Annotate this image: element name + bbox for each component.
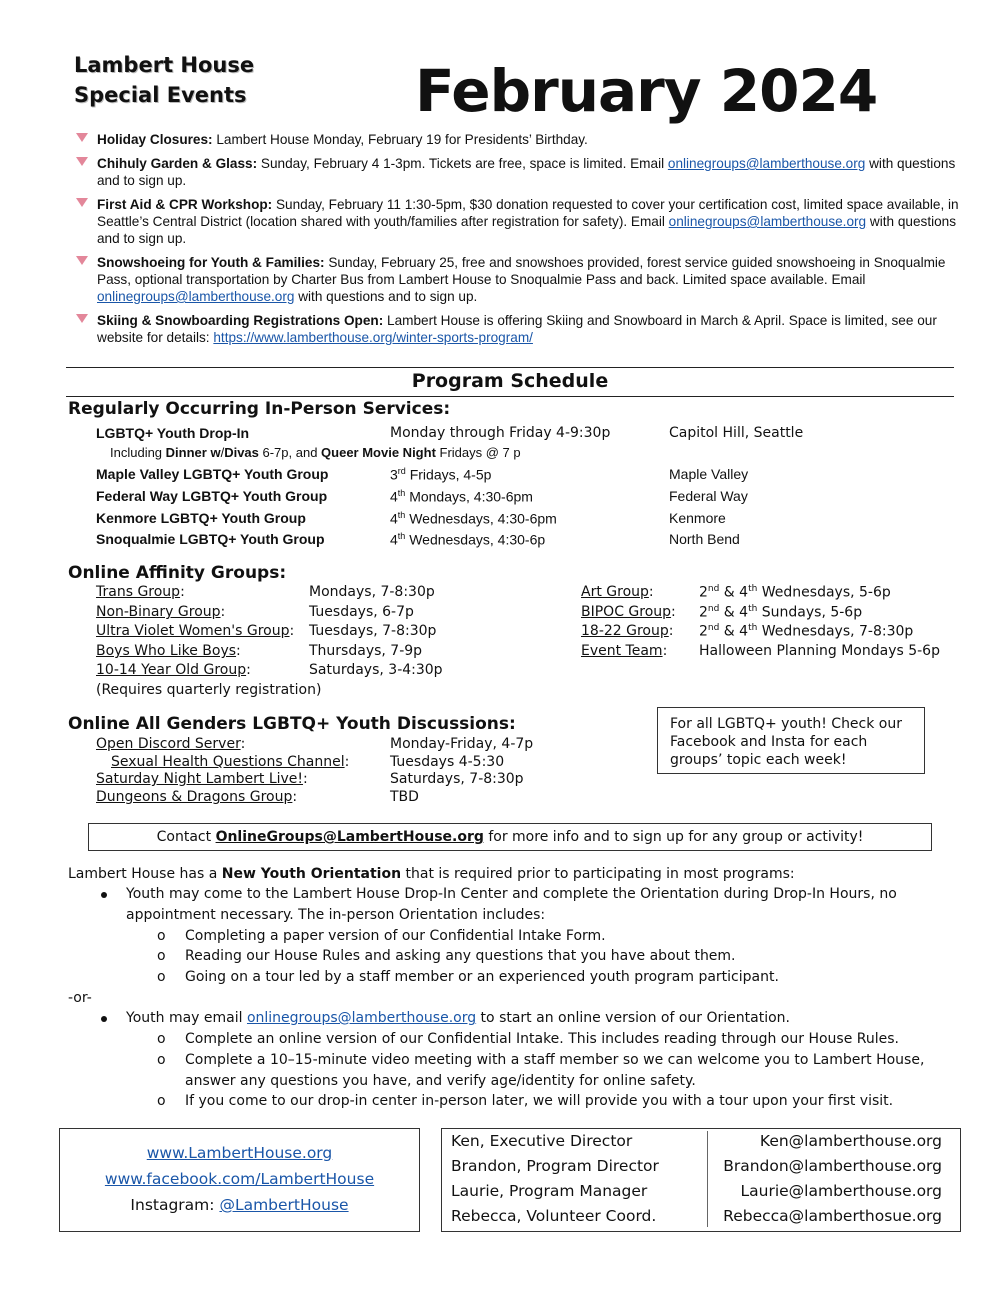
- group-time: [390, 488, 533, 505]
- group-place: Kenmore: [669, 510, 726, 526]
- website-link[interactable]: www.LambertHouse.org: [146, 1144, 333, 1162]
- ordinal: th: [397, 531, 406, 541]
- sub-marker: o: [157, 1052, 166, 1068]
- ordinal: th: [397, 488, 406, 498]
- ordinal: nd: [707, 623, 720, 633]
- intro-bold: New Youth Orientation: [221, 866, 402, 882]
- sub-marker: o: [157, 948, 166, 964]
- bullet-icon: [101, 892, 107, 898]
- divider: [66, 367, 954, 368]
- note-bold: Dinner w: [165, 445, 221, 460]
- note-text: Fridays @ 7 p: [435, 445, 521, 460]
- sub-item: Reading our House Rules and asking any questions that you have about them.: [185, 948, 736, 964]
- discussion-row: Sexual Health Questions Channel:: [111, 754, 350, 770]
- affinity-time: [699, 623, 913, 640]
- event-tail: with questions and to sign up.: [97, 214, 957, 246]
- social-links-box: [59, 1128, 420, 1232]
- day-num: 4: [390, 488, 398, 505]
- time-text: Wednesdays, 4:30-6p: [405, 531, 546, 548]
- page-title: February 2024: [415, 57, 878, 125]
- affinity-time: Tuesdays, 6-7p: [309, 604, 414, 620]
- contact-text: for more info and to sign up for any group or activity!: [483, 829, 864, 845]
- dropin-name: LGBTQ+ Youth Drop-In: [96, 425, 250, 441]
- discussion-name[interactable]: Open Discord Server: [96, 736, 241, 752]
- group-time: [390, 531, 545, 548]
- time-text: & 4: [719, 604, 749, 621]
- dropin-note: [110, 445, 521, 460]
- affinity-time: Thursdays, 7-9p: [309, 643, 423, 659]
- affinity-name[interactable]: Trans Group: [96, 584, 181, 600]
- brand-title: [74, 50, 254, 110]
- staff-email[interactable]: Laurie@lamberthouse.org: [740, 1182, 942, 1200]
- orientation-bullet: Youth may come to the Lambert House Drop-In Center and complete the Orientation during Drop-In Hours, no appointment necessary. The in-person Orientation includes:: [126, 886, 897, 923]
- affinity-row: Boys Who Like Boys:: [96, 643, 241, 659]
- group-place: North Bend: [669, 531, 740, 547]
- note-text: 6-7p, and: [258, 445, 322, 460]
- instagram-link[interactable]: @LambertHouse: [219, 1196, 349, 1214]
- affinity-time: [699, 584, 891, 601]
- affinity-name[interactable]: Boys Who Like Boys: [96, 643, 237, 659]
- discussion-row: Open Discord Server:: [96, 736, 246, 752]
- bullet-text: to start an online version of our Orientation.: [476, 1010, 790, 1026]
- contact-email-link[interactable]: OnlineGroups@LambertHouse.org: [215, 829, 484, 845]
- discussions-heading: Online All Genders LGBTQ+ Youth Discussions:: [68, 714, 516, 734]
- event-email-link[interactable]: onlinegroups@lamberthouse.org: [668, 214, 867, 229]
- event-item: [76, 254, 966, 305]
- staff-email[interactable]: Brandon@lamberthouse.org: [723, 1157, 942, 1175]
- contact-text: Contact: [156, 829, 216, 845]
- day-num: 3: [390, 466, 398, 483]
- day-num: 2: [699, 584, 708, 601]
- affinity-row: Trans Group:: [96, 584, 185, 600]
- ordinal: nd: [707, 604, 720, 614]
- group-name: Snoqualmie LGBTQ+ Youth Group: [96, 531, 325, 547]
- group-place: Maple Valley: [669, 466, 749, 482]
- staff-role: Ken, Executive Director: [451, 1132, 633, 1150]
- event-email-link[interactable]: onlinegroups@lamberthouse.org: [97, 289, 295, 304]
- triangle-bullet-icon: [76, 133, 88, 142]
- affinity-row: BIPOC Group:: [581, 604, 676, 620]
- staff-email[interactable]: Rebecca@lamberthosue.org: [723, 1207, 942, 1225]
- time-text: Wednesdays, 7-8:30p: [757, 623, 914, 640]
- staff-role: Laurie, Program Manager: [451, 1182, 648, 1200]
- event-text: Sunday, February 4 1-3pm. Tickets are free, space is limited. Email: [257, 156, 668, 171]
- sub-marker: o: [157, 1031, 166, 1047]
- group-time: [390, 510, 557, 527]
- program-schedule-title: Program Schedule: [411, 370, 609, 392]
- bullet-text: Youth may email: [126, 1010, 247, 1026]
- affinity-heading: Online Affinity Groups:: [68, 563, 287, 583]
- affinity-name[interactable]: 18-22 Group: [581, 623, 669, 639]
- triangle-bullet-icon: [76, 157, 88, 166]
- discussion-name[interactable]: Saturday Night Lambert Live!: [96, 771, 304, 787]
- affinity-row: Event Team:: [581, 643, 668, 659]
- orientation-bullet: [126, 1008, 790, 1029]
- sub-marker: o: [157, 969, 166, 985]
- time-text: Wednesdays, 5-6p: [757, 584, 891, 601]
- discussion-time: Monday-Friday, 4-7p: [390, 736, 534, 752]
- group-time: [390, 466, 491, 483]
- callout-box: For all LGBTQ+ youth! Check our Facebook and Insta for each groups’ topic each week!: [657, 707, 925, 774]
- event-tail: with questions and to sign up.: [294, 289, 478, 304]
- special-events-list: [76, 131, 966, 353]
- event-title: First Aid & CPR Workshop:: [97, 197, 273, 212]
- facebook-link[interactable]: www.facebook.com/LambertHouse: [104, 1170, 375, 1188]
- divider: [66, 396, 954, 397]
- time-text: Wednesdays, 4:30-6pm: [405, 510, 557, 527]
- affinity-time: Tuesdays, 7-8:30p: [309, 623, 437, 639]
- time-text: & 4: [719, 584, 749, 601]
- affinity-name[interactable]: BIPOC Group: [581, 604, 672, 620]
- group-name: Maple Valley LGBTQ+ Youth Group: [96, 466, 329, 482]
- affinity-time: Mondays, 7-8:30p: [309, 584, 435, 600]
- ordinal: th: [748, 584, 758, 594]
- ordinal: rd: [397, 466, 406, 476]
- event-item: [76, 131, 966, 148]
- sub-item: Going on a tour led by a staff member or an experienced youth program participant.: [185, 969, 779, 985]
- orientation-intro: [68, 864, 958, 885]
- event-title: Skiing & Snowboarding Registrations Open:: [97, 313, 384, 328]
- affinity-note: (Requires quarterly registration): [96, 682, 322, 698]
- ordinal: nd: [707, 584, 720, 594]
- note-text: /: [220, 445, 225, 460]
- day-num: 4: [390, 510, 398, 527]
- discussion-time: Saturdays, 7-8:30p: [390, 771, 524, 787]
- staff-contacts-box: [441, 1128, 961, 1232]
- discussion-name[interactable]: Dungeons & Dragons Group: [96, 789, 293, 805]
- triangle-bullet-icon: [76, 198, 88, 207]
- triangle-bullet-icon: [76, 314, 88, 323]
- affinity-row: Art Group:: [581, 584, 654, 600]
- contact-box: [88, 823, 932, 851]
- affinity-row: 10-14 Year Old Group:: [96, 662, 251, 678]
- dropin-time: Monday through Friday 4-9:30p: [390, 425, 611, 441]
- event-text: Lambert House is offering Skiing and Snowboard in March & April. Space is limited, see our website for details:: [97, 313, 937, 345]
- affinity-name[interactable]: Art Group: [581, 584, 649, 600]
- time-text: & 4: [719, 623, 749, 640]
- sub-item: Complete a 10–15-minute video meeting with a staff member so we can welcome you to Lambert House, answer any questions you have, and verify age/identity for online safety.: [185, 1052, 925, 1089]
- group-name: Federal Way LGBTQ+ Youth Group: [96, 488, 328, 504]
- event-email-link[interactable]: onlinegroups@lamberthouse.org: [667, 156, 866, 171]
- discussion-row: Saturday Night Lambert Live!:: [96, 771, 308, 787]
- triangle-bullet-icon: [76, 256, 88, 265]
- affinity-row: Non-Binary Group:: [96, 604, 226, 620]
- ordinal: th: [748, 623, 758, 633]
- day-num: 4: [390, 531, 398, 548]
- time-text: Sundays, 5-6p: [757, 604, 863, 621]
- in-person-heading: Regularly Occurring In-Person Services:: [68, 399, 451, 419]
- staff-email[interactable]: Ken@lamberthouse.org: [759, 1132, 942, 1150]
- affinity-name[interactable]: Non-Binary Group: [96, 604, 221, 620]
- orientation-email-link[interactable]: onlinegroups@lamberthouse.org: [246, 1010, 477, 1026]
- affinity-name[interactable]: Event Team: [581, 643, 663, 659]
- intro-text: Lambert House has a: [68, 866, 222, 882]
- discussion-time: TBD: [390, 789, 419, 805]
- staff-role: Brandon, Program Director: [451, 1157, 659, 1175]
- brand-line-1: Lambert House: [74, 53, 255, 77]
- affinity-time: [699, 604, 862, 621]
- event-item: [76, 196, 966, 247]
- affinity-row: Ultra Violet Women's Group:: [96, 623, 295, 639]
- affinity-time: Saturdays, 3-4:30p: [309, 662, 443, 678]
- sub-item: If you come to our drop-in center in-person later, we will provide you with a tour upon your first visit.: [185, 1093, 894, 1109]
- affinity-time: Halloween Planning Mondays 5-6p: [699, 643, 940, 659]
- affinity-name[interactable]: Ultra Violet Women's Group: [96, 623, 290, 639]
- sub-marker: o: [157, 928, 166, 944]
- instagram-label: Instagram:: [130, 1196, 220, 1214]
- note-bold: Queer Movie Night: [321, 445, 436, 460]
- day-num: 2: [699, 623, 708, 640]
- sub-item: Complete an online version of our Confidential Intake. This includes reading through our House Rules.: [185, 1031, 899, 1047]
- time-text: Fridays, 4-5p: [405, 466, 492, 483]
- affinity-row: 18-22 Group:: [581, 623, 674, 639]
- ordinal: th: [397, 510, 406, 520]
- group-name: Kenmore LGBTQ+ Youth Group: [96, 510, 306, 526]
- event-title: Snowshoeing for Youth & Families:: [97, 255, 325, 270]
- note-text: Including: [110, 445, 166, 460]
- event-text: Sunday, February 11 1:30-5pm, $30 donation requested to cover your certification cost, limited space available, in Seattle’s Central District (location shared with youth/families after registration for safety). Email: [97, 197, 959, 229]
- time-text: Mondays, 4:30-6pm: [405, 488, 533, 505]
- intro-text: that is required prior to participating in most programs:: [401, 866, 795, 882]
- discussion-time: Tuesdays 4-5:30: [390, 754, 505, 770]
- event-title: Chihuly Garden & Glass:: [97, 156, 258, 171]
- brand-line-2: Special Events: [74, 83, 247, 107]
- dropin-place: Capitol Hill, Seattle: [669, 425, 804, 441]
- event-title: Holiday Closures:: [97, 132, 213, 147]
- or-label: -or-: [68, 990, 92, 1006]
- column-divider: [707, 1131, 708, 1227]
- note-bold: Divas: [224, 445, 259, 460]
- event-item: [76, 155, 966, 189]
- staff-role: Rebecca, Volunteer Coord.: [451, 1207, 657, 1225]
- sub-item: Completing a paper version of our Confidential Intake Form.: [185, 928, 606, 944]
- sub-marker: o: [157, 1093, 166, 1109]
- day-num: 2: [699, 604, 708, 621]
- group-place: Federal Way: [669, 488, 748, 504]
- event-text: Sunday, February 25, free and snowshoes provided, forest service guided snowshoeing in Snoqualmie Pass, optional transportation by Charter Bus from Lambert House to Snoqualmie Pass and back. Limited space available. Email: [97, 255, 946, 287]
- event-item: [76, 312, 966, 346]
- bullet-icon: [101, 1016, 107, 1022]
- discussion-name[interactable]: Sexual Health Questions Channel: [111, 754, 345, 770]
- ordinal: th: [748, 604, 758, 614]
- affinity-name[interactable]: 10-14 Year Old Group: [96, 662, 247, 678]
- discussion-row: Dungeons & Dragons Group:: [96, 789, 298, 805]
- event-tail: with questions and to sign up.: [97, 156, 956, 188]
- event-text: Lambert House Monday, February 19 for Presidents’ Birthday.: [212, 132, 588, 147]
- event-website-link[interactable]: https://www.lamberthouse.org/winter-sports-program/: [213, 330, 533, 345]
